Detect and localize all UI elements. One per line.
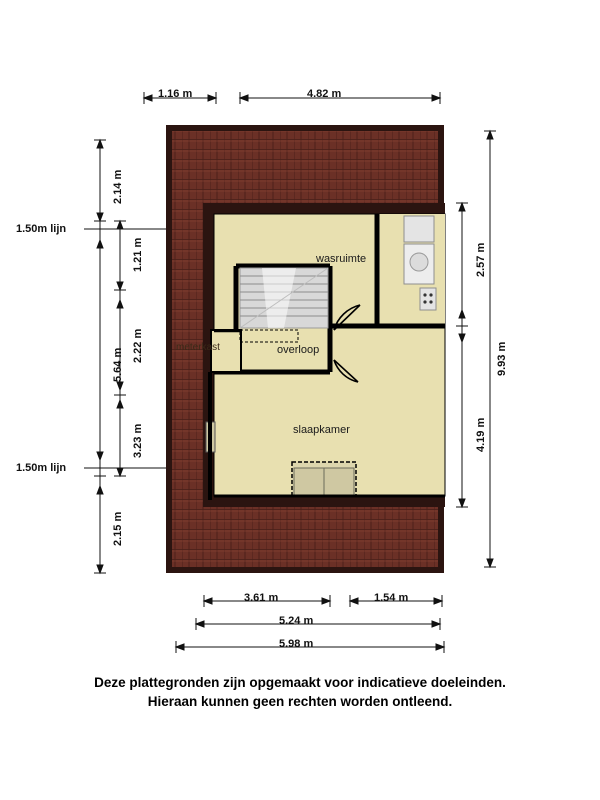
dim-left-2_15: 2.15 m [112, 511, 124, 546]
window-slaapkamer [292, 462, 356, 496]
dim-right-9_93: 9.93 m [496, 341, 508, 376]
room-label-overloop: overloop [277, 344, 320, 356]
marker-1-50m-lijn-top: 1.50m lijn [16, 223, 67, 235]
disclaimer-line-2: Hieraan kunnen geen rechten worden ontleend. [147, 694, 453, 709]
dim-right-4_19: 4.19 m [475, 417, 487, 452]
room-label-wasruimte: wasruimte [316, 253, 367, 265]
room-label-slaapkamer: slaapkamer [293, 424, 350, 436]
dim-right-2_57: 2.57 m [475, 242, 487, 277]
dim-bottom-5_98: 5.98 m [279, 638, 314, 650]
dim-bottom-3_61: 3.61 m [244, 592, 279, 604]
dim-left-2_22: 2.22 m [132, 328, 144, 363]
meter-box [420, 288, 436, 310]
dim-top-1_16: 1.16 m [158, 88, 193, 100]
dim-bottom-5_24: 5.24 m [279, 615, 314, 627]
appliance-wasruimte [404, 216, 434, 284]
dim-top-4_82: 4.82 m [307, 88, 342, 100]
disclaimer-line-1: Deze plattegronden zijn opgemaakt voor indicatieve doeleinden. [94, 675, 506, 690]
dim-left-2_14: 2.14 m [112, 169, 124, 204]
marker-1-50m-lijn-bottom: 1.50m lijn [16, 462, 67, 474]
dim-left-3_23: 3.23 m [132, 423, 144, 458]
dim-left-5_64: 5.64 m [112, 347, 124, 382]
dim-bottom-1_54: 1.54 m [374, 592, 409, 604]
room-label-meterkast: meterkast [176, 342, 220, 353]
staircase [240, 268, 328, 328]
dim-left-1_21: 1.21 m [132, 237, 144, 272]
